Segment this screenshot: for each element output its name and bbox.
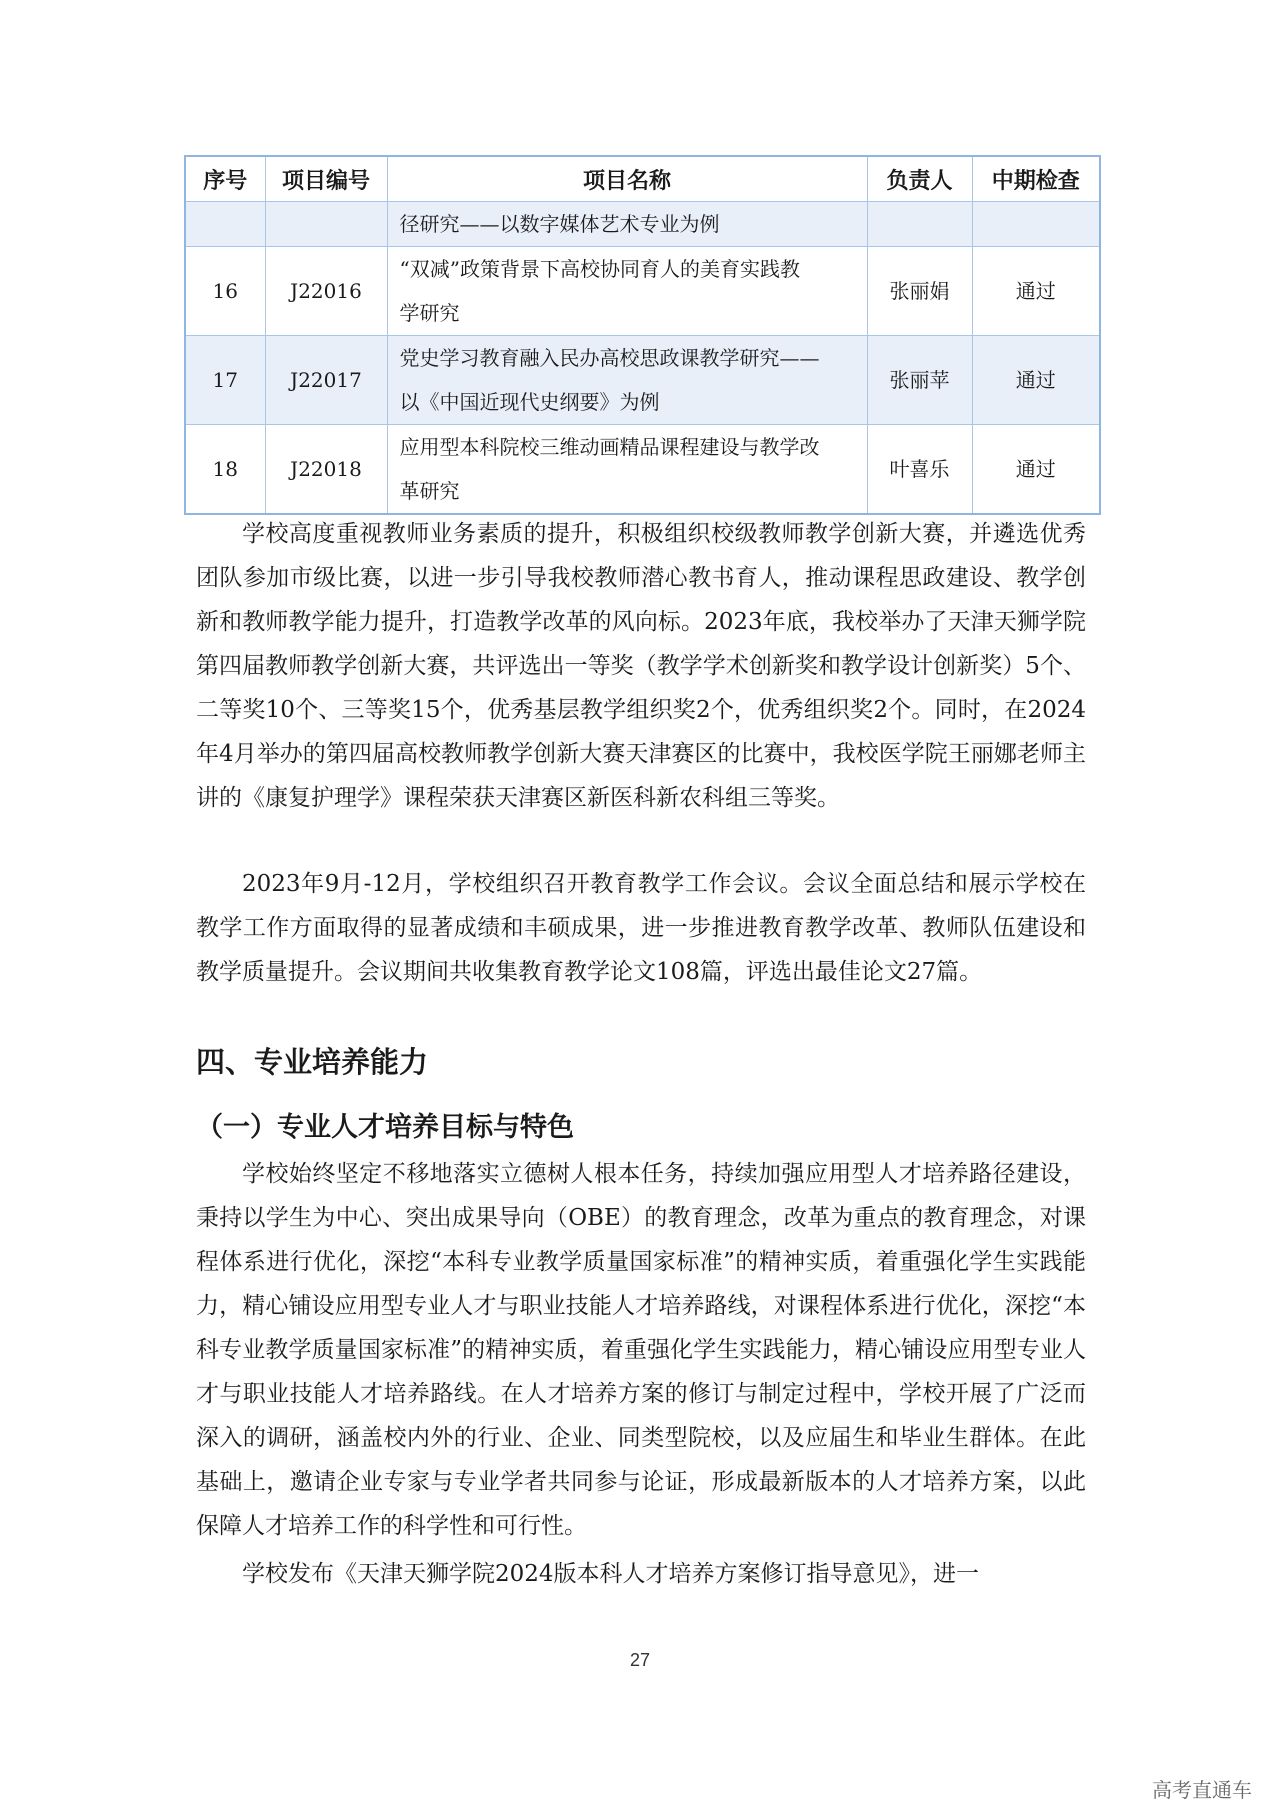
project-table <box>184 155 1101 515</box>
cell-owner: 张丽娟 <box>867 247 972 336</box>
section-heading: 四、专业培养能力 <box>196 1045 429 1079</box>
cell-no: 17 <box>185 336 265 425</box>
cell-name-line: 党史学习教育融入民办高校思政课教学研究—— <box>399 346 820 370</box>
cell-owner <box>867 202 972 247</box>
cell-check: 通过 <box>972 247 1100 336</box>
cell-code <box>265 202 387 247</box>
header-code: 项目编号 <box>265 156 387 202</box>
cell-no: 16 <box>185 247 265 336</box>
paragraph-talent-goals: 学校始终坚定不移地落实立德树人根本任务，持续加强应用型人才培养路径建设，秉持以学生为中心、突出成果导向（OBE）的教育理念，改革为重点的教育理念，对课程体系进行优化，深挖“本科专业教学质量国家标准”的精神实质，着重强化学生实践能力，精心铺设应用型专业人才与职业技能人才培养路线，对课程体系进行优化，深挖“本科专业教学质量国家标准”的精神实质，着重强化学生实践能力，精心铺设应用型专业人才与职业技能人才培养路线。在人才培养方案的修订与制定过程中，学校开展了广泛而深入的调研，涵盖校内外的行业、企业、同类型院校，以及应届生和毕业生群体。在此基础上，邀请企业专家与专业学者共同参与论证，形成最新版本的人才培养方案，以此保障人才培养工作的科学性和可行性。 <box>196 1161 1086 1539</box>
header-no: 序号 <box>185 156 265 202</box>
cell-name-line: 以《中国近现代史纲要》为例 <box>399 390 660 414</box>
table-row <box>185 247 1100 336</box>
table-row <box>185 202 1100 247</box>
paragraph-teaching-innovation: 学校高度重视教师业务素质的提升，积极组织校级教师教学创新大赛，并遴选优秀团队参加市级比赛，以进一步引导我校教师潜心教书育人，推动课程思政建设、教学创新和教师教学能力提升，打造教学改革的风向标。2023年底，我校举办了天津天狮学院第四届教师教学创新大赛，共评选出一等奖（教学学术创新奖和教学设计创新奖）5个、二等奖10个、三等奖15个，优秀基层教学组织奖2个，优秀组织奖2个。同时，在2024年4月举办的第四届高校教师教学创新大赛天津赛区的比赛中，我校医学院王丽娜老师主讲的《康复护理学》课程荣获天津赛区新医科新农科组三等奖。 <box>196 521 1086 811</box>
cell-owner: 张丽苹 <box>867 336 972 425</box>
cell-name-line: 学研究 <box>399 301 460 325</box>
table-row <box>185 336 1100 425</box>
header-name: 项目名称 <box>387 156 867 202</box>
cell-name-line: 应用型本科院校三维动画精品课程建设与教学改 <box>399 435 820 459</box>
cell-check: 通过 <box>972 336 1100 425</box>
cell-code: J22017 <box>265 336 387 425</box>
header-owner: 负责人 <box>867 156 972 202</box>
cell-no <box>185 202 265 247</box>
cell-code: J22018 <box>265 425 387 515</box>
cell-name <box>387 202 867 247</box>
subsection-heading: （一）专业人才培养目标与特色 <box>196 1112 574 1143</box>
cell-name <box>387 336 867 425</box>
cell-no: 18 <box>185 425 265 515</box>
cell-owner: 叶喜乐 <box>867 425 972 515</box>
cell-name <box>387 425 867 515</box>
cell-code: J22016 <box>265 247 387 336</box>
page-number: 27 <box>629 1650 651 1670</box>
cell-check: 通过 <box>972 425 1100 515</box>
cell-name-line: 革研究 <box>399 479 460 503</box>
paragraph-teaching-conference: 2023年9月-12月，学校组织召开教育教学工作会议。会议全面总结和展示学校在教学工作方面取得的显著成绩和丰硕成果，进一步推进教育教学改革、教师队伍建设和教学质量提升。会议期间共收集教育教学论文108篇，评选出最佳论文27篇。 <box>196 871 1086 985</box>
cell-name <box>387 247 867 336</box>
paragraph-plan-guidance: 学校发布《天津天狮学院2024版本科人才培养方案修订指导意见》，进一 <box>242 1561 980 1587</box>
table-header-row <box>185 156 1100 202</box>
watermark-text: 高考直通车 <box>1152 1778 1252 1802</box>
cell-name-line: “双减”政策背景下高校协同育人的美育实践教 <box>399 257 800 281</box>
table-row <box>185 425 1100 515</box>
header-check: 中期检查 <box>972 156 1100 202</box>
cell-check <box>972 202 1100 247</box>
cell-name-line: 径研究——以数字媒体艺术专业为例 <box>399 212 720 236</box>
